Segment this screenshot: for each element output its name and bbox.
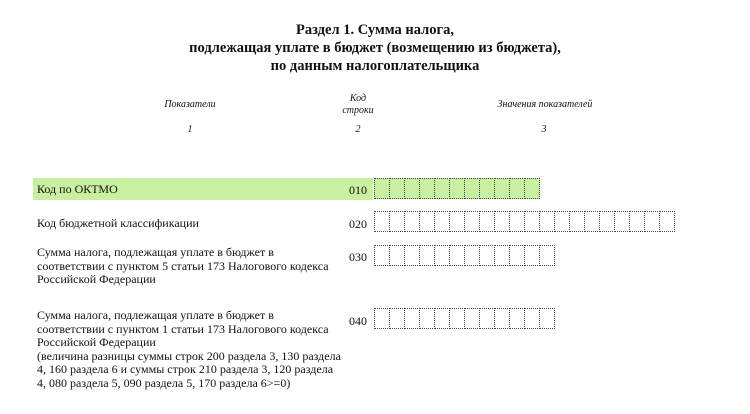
input-cell[interactable]	[659, 211, 675, 232]
input-cell[interactable]	[449, 178, 465, 199]
input-cell[interactable]	[644, 211, 660, 232]
input-cell[interactable]	[479, 308, 495, 329]
input-cell[interactable]	[629, 211, 645, 232]
input-cell[interactable]	[434, 178, 450, 199]
row-label-oktmo: Код по ОКТМО	[37, 182, 118, 196]
column-header-indicators: Показатели	[164, 99, 216, 110]
input-cell[interactable]	[479, 178, 495, 199]
tax-040-cells[interactable]	[374, 308, 554, 329]
input-cell[interactable]	[464, 308, 480, 329]
column-header-code-line2: строки	[342, 105, 374, 116]
input-cell[interactable]	[524, 178, 540, 199]
input-cell[interactable]	[599, 211, 615, 232]
row-label-kbk: Код бюджетной классификации	[37, 216, 199, 230]
column-header-code-line1: Код	[349, 93, 367, 104]
input-cell[interactable]	[494, 178, 510, 199]
input-cell[interactable]	[374, 245, 390, 266]
input-cell[interactable]	[524, 308, 540, 329]
column-number-3: 3	[541, 124, 547, 135]
input-cell[interactable]	[509, 211, 525, 232]
row-label-tax-040	[37, 309, 342, 390]
input-cell[interactable]	[584, 211, 600, 232]
input-cell[interactable]	[404, 178, 420, 199]
input-cell[interactable]	[494, 245, 510, 266]
input-cell[interactable]	[494, 211, 510, 232]
input-cell[interactable]	[464, 245, 480, 266]
row-code-040: 040	[349, 314, 367, 328]
input-cell[interactable]	[539, 308, 555, 329]
row-label-tax-040-note: (величина разницы суммы строк 200 раздела 3, 130 раздела 4, 160 раздела 6 и суммы строк 210 раздела 3, 120 раздела 4, 080 раздела 5, 090 раздела 5, 170 раздела 6>=0)	[37, 348, 341, 390]
tax-030-cells[interactable]	[374, 245, 554, 266]
input-cell[interactable]	[509, 245, 525, 266]
input-cell[interactable]	[374, 178, 390, 199]
kbk-cells[interactable]	[374, 211, 674, 232]
input-cell[interactable]	[404, 211, 420, 232]
column-header-values: Значения показателей	[497, 99, 593, 110]
input-cell[interactable]	[389, 211, 405, 232]
input-cell[interactable]	[569, 211, 585, 232]
title-line-3: по данным налогоплательщика	[270, 58, 480, 74]
title-line-2: подлежащая уплате в бюджет (возмещению из бюджета),	[189, 40, 561, 56]
input-cell[interactable]	[449, 211, 465, 232]
input-cell[interactable]	[524, 211, 540, 232]
title-line-1: Раздел 1. Сумма налога,	[296, 22, 454, 38]
input-cell[interactable]	[374, 211, 390, 232]
input-cell[interactable]	[434, 211, 450, 232]
row-code-010: 010	[349, 183, 367, 197]
input-cell[interactable]	[449, 308, 465, 329]
input-cell[interactable]	[509, 178, 525, 199]
column-number-2: 2	[355, 124, 361, 135]
input-cell[interactable]	[389, 245, 405, 266]
input-cell[interactable]	[554, 211, 570, 232]
input-cell[interactable]	[524, 245, 540, 266]
input-cell[interactable]	[494, 308, 510, 329]
input-cell[interactable]	[464, 178, 480, 199]
input-cell[interactable]	[434, 245, 450, 266]
input-cell[interactable]	[389, 308, 405, 329]
input-cell[interactable]	[419, 178, 435, 199]
input-cell[interactable]	[419, 245, 435, 266]
section-title	[0, 21, 750, 75]
input-cell[interactable]	[404, 308, 420, 329]
input-cell[interactable]	[479, 245, 495, 266]
input-cell[interactable]	[539, 211, 555, 232]
input-cell[interactable]	[389, 178, 405, 199]
input-cell[interactable]	[374, 308, 390, 329]
input-cell[interactable]	[404, 245, 420, 266]
input-cell[interactable]	[614, 211, 630, 232]
input-cell[interactable]	[434, 308, 450, 329]
column-number-1: 1	[187, 124, 193, 135]
input-cell[interactable]	[539, 245, 555, 266]
row-code-030: 030	[349, 250, 367, 264]
input-cell[interactable]	[419, 211, 435, 232]
input-cell[interactable]	[464, 211, 480, 232]
input-cell[interactable]	[449, 245, 465, 266]
row-code-020: 020	[349, 217, 367, 231]
row-label-tax-040-main: Сумма налога, подлежащая уплате в бюджет в соответствии с пунктом 1 статьи 173 Налогового кодекса Российской Федерации	[37, 308, 329, 349]
input-cell[interactable]	[509, 308, 525, 329]
oktmo-cells[interactable]	[374, 178, 539, 199]
column-header-code	[330, 93, 386, 117]
input-cell[interactable]	[419, 308, 435, 329]
row-label-tax-030: Сумма налога, подлежащая уплате в бюджет в соответствии с пунктом 5 статьи 173 Налогового кодекса Российской Федерации	[37, 245, 329, 286]
input-cell[interactable]	[479, 211, 495, 232]
